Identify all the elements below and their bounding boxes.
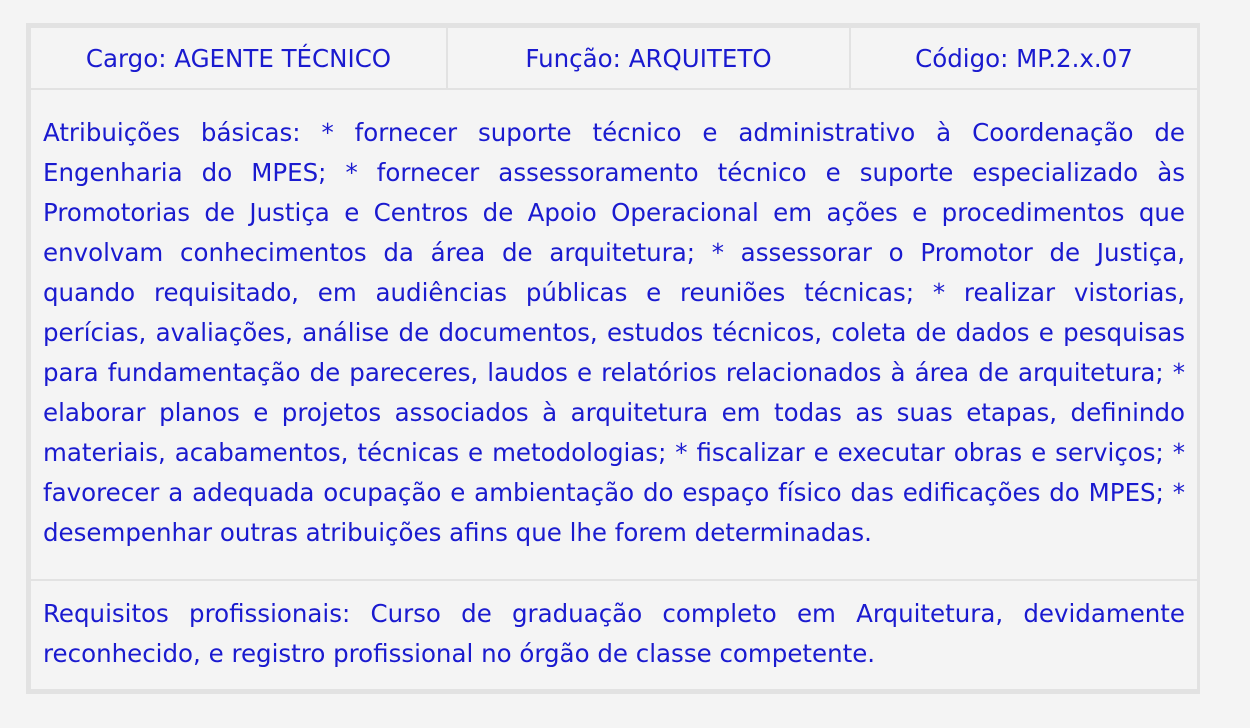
requisitos-text: Requisitos profissionais: Curso de graduação completo em Arquitetura, devidamente reconhecido, e registro profissional no órgão de classe competente. [30,580,1198,690]
funcao-cell: Função: ARQUITETO [447,27,850,89]
header-row [30,27,1198,89]
job-description-table [26,23,1200,694]
requisitos-row [30,580,1198,690]
codigo-cell: Código: MP.2.x.07 [850,27,1198,89]
cargo-cell: Cargo: AGENTE TÉCNICO [30,27,447,89]
atribuicoes-row [30,89,1198,580]
job-table [29,26,1199,691]
atribuicoes-text: Atribuições básicas: * fornecer suporte técnico e administrativo à Coordenação de Engenharia do MPES; * fornecer assessoramento técnico e suporte especializado às Promotorias de Justiça e Centros de Apoio Operacional em ações e procedimentos que envolvam conhecimentos da área de arquitetura; * assessorar o Promotor de Justiça, quando requisitado, em audiências públicas e reuniões técnicas; * realizar vistorias, perícias, avaliações, análise de documentos, estudos técnicos, coleta de dados e pesquisas para fundamentação de pareceres, laudos e relatórios relacionados à área de arquitetura; * elaborar planos e projetos associados à arquitetura em todas as suas etapas, definindo materiais, acabamentos, técnicas e metodologias; * fiscalizar e executar obras e serviços; * favorecer a adequada ocupação e ambientação do espaço físico das edificações do MPES; * desempenhar outras atribuições afins que lhe forem determinadas. [30,89,1198,580]
